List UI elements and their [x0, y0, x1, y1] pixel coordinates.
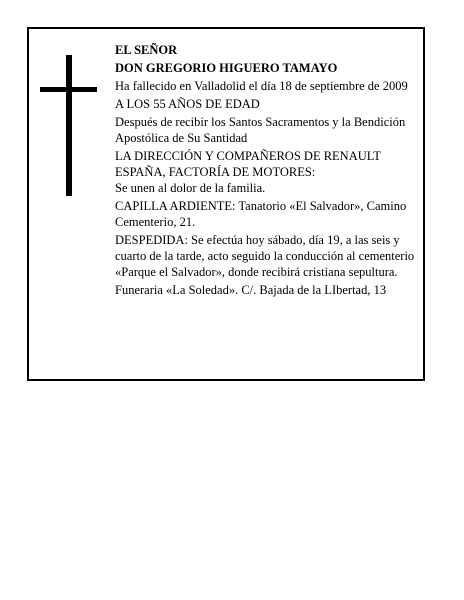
sacraments-statement: Después de recibir los Santos Sacramentos y la Bendición Apostólica de Su Santidad: [115, 115, 406, 145]
obituary-notice: [27, 27, 425, 381]
funeral-home-info: Funeraria «La Soledad». C/. Bajada de la LIbertad, 13: [115, 283, 387, 297]
age-statement: A LOS 55 AÑOS DE EDAD: [115, 97, 260, 111]
farewell-info: DESPEDIDA: Se efectúa hoy sábado, día 19, a las seis y cuarto de la tarde, acto seguido la conducción al cementerio «Parque el Salvador», donde recibirá cristiana sepultura.: [115, 233, 415, 279]
condolence-statement: Se unen al dolor de la familia.: [115, 181, 266, 195]
notice-text-block: [115, 42, 415, 298]
cross-icon-crossbar: [40, 87, 97, 92]
honorific: EL SEÑOR: [115, 43, 178, 57]
company-statement: LA DIRECCIÓN Y COMPAÑEROS DE RENAULT ESPAÑA, FACTORÍA DE MOTORES:: [115, 149, 381, 179]
deceased-name: DON GREGORIO HIGUERO TAMAYO: [115, 61, 338, 75]
death-statement: Ha fallecido en Valladolid el día 18 de septiembre de 2009: [115, 79, 408, 93]
chapel-info: CAPILLA ARDIENTE: Tanatorio «El Salvador», Camino Cementerio, 21.: [115, 199, 407, 229]
cross-icon: [66, 55, 72, 196]
